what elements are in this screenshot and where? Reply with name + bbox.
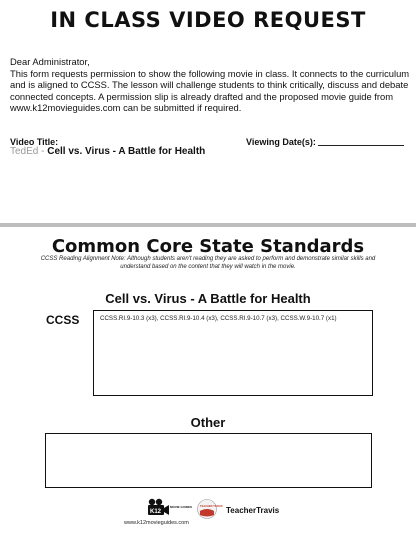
other-box[interactable] (45, 433, 372, 488)
k12-logo-sub: MOVIE GUIDES (170, 505, 193, 509)
letter-body: This form requests permission to show the following movie in class. It connects to the curriculum and is aligned to CCSS. The lesson will challenge students to think critically, discuss and debate connected concepts. A permission slip is already drafted and the proposed movie guide from www.k12movieguides.com can be submitted if required. (10, 67, 410, 114)
video-title: Cell vs. Virus - A Battle for Health (47, 146, 206, 157)
viewing-dates-field[interactable] (318, 145, 404, 146)
teacher-travis-logo (197, 499, 223, 519)
viewing-dates-label: Viewing Date(s): (246, 137, 316, 147)
website-url: www.k12movieguides.com (124, 520, 189, 526)
video-title-label: Video Title: (10, 137, 59, 147)
video-source: TedEd (10, 146, 39, 157)
ccss-heading: Common Core State Standards (51, 236, 365, 257)
tt-logo-text: TEACHER TRAVIS (200, 505, 223, 508)
video-title-value (10, 146, 205, 157)
section-divider (0, 223, 416, 227)
ccss-standards-box[interactable] (93, 310, 373, 396)
form-title: IN CLASS VIDEO REQUEST (50, 8, 366, 32)
ccss-movie-title: Cell vs. Virus - A Battle for Health (105, 291, 311, 306)
greeting: Dear Administrator, (10, 56, 90, 67)
teacher-travis-brand: TeacherTravis (226, 506, 280, 515)
ccss-standards-text: CCSS.RI.9-10.3 (x3), CCSS.RI.9-10.4 (x3), CCSS.RI.9-10.7 (x3), CCSS.W.9-10.7 (x1) (100, 315, 337, 322)
k12-logo-text: K12 (150, 509, 162, 515)
video-separator: - (38, 146, 48, 157)
other-label: Other (190, 415, 226, 430)
k12-movie-guides-logo (145, 498, 193, 518)
request-letter (10, 56, 410, 114)
ccss-label: CCSS (46, 313, 80, 327)
ccss-alignment-note: CCSS Reading Alignment Note: Although students aren't reading they are asked to perform and demonstrate similar skills and understand based on the content that they will watch in the movie. (40, 256, 376, 270)
